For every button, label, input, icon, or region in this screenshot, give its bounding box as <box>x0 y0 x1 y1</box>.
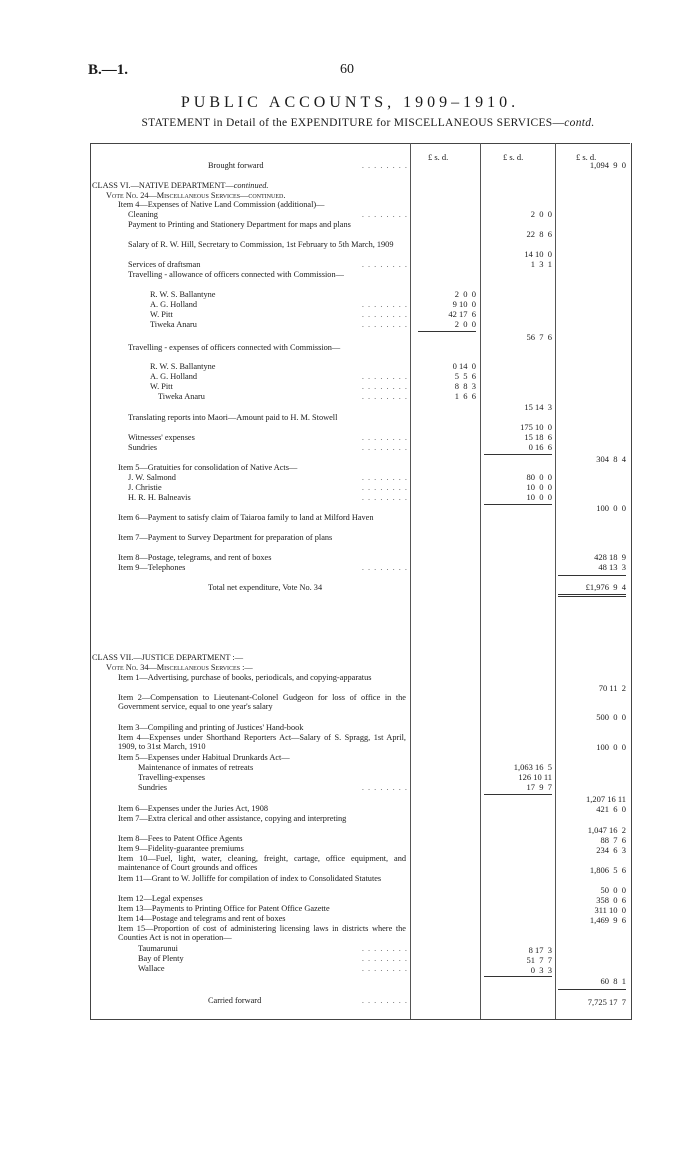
i5-amount-0: 80 0 0 <box>526 472 552 482</box>
c7-item1-amount: 70 11 2 <box>598 683 626 693</box>
c7-item9-amount: 234 6 3 <box>596 845 626 855</box>
c7-item13-label: Item 13—Payments to Printing Office for Patent Office Gazette <box>118 904 330 913</box>
translating-row: Translating reports into Maori—Amount paid to H. M. Stowell <box>128 413 338 422</box>
c7-i15-name-0: Taumarunui <box>138 944 178 953</box>
c7-item3-label: Item 3—Compiling and printing of Justices' Hand-book <box>118 723 304 732</box>
cleaning-label: Cleaning <box>128 210 158 219</box>
c7-i5-amount-2: 17 9 7 <box>526 782 552 792</box>
subtotal-rule <box>484 504 552 505</box>
witnesses-label: Witnesses' expenses <box>128 433 195 442</box>
brought-forward-label: Brought forward <box>208 161 264 170</box>
col3-header: £ s. d. <box>576 152 597 162</box>
i5-name-0: J. W. Salmond <box>128 473 176 482</box>
printing-amount: 22 8 6 <box>526 229 552 239</box>
subtotal-rule <box>484 976 552 977</box>
dot-leader: . . . . . . . . <box>361 210 408 219</box>
carried-forward-amount: 7,725 17 7 <box>587 997 626 1007</box>
dot-leader: . . . . . . . . <box>361 563 408 572</box>
subtotal-rule <box>484 794 552 795</box>
brought-forward-amount: 1,094 9 0 <box>589 160 626 170</box>
c7-item1-row: Item 1—Advertising, purchase of books, periodicals, and copying-apparatus <box>118 673 372 682</box>
te-amount-1: 5 5 6 <box>454 371 476 381</box>
column-divider-2 <box>480 143 481 1019</box>
te-amount-0: 0 14 0 <box>452 361 476 371</box>
class7-heading-text: CLASS VII.—JUSTICE DEPARTMENT :— <box>92 653 244 662</box>
te-amount-3: 1 6 6 <box>454 391 476 401</box>
c7-i5-name-2: Sundries <box>138 783 168 792</box>
subtitle-contd: contd. <box>564 117 595 129</box>
item8-label: Item 8—Postage, telegrams, and rent of boxes <box>118 553 272 562</box>
class6-item5-title-text: Item 5—Gratuities for consolidation of Native Acts— <box>118 463 298 472</box>
dot-leader: . . . . . . . . <box>361 260 408 269</box>
c7-item2-amount: 500 0 0 <box>596 712 626 722</box>
dot-leader: . . . . . . . . <box>361 161 408 170</box>
c7-item11-amount: 50 0 0 <box>600 885 626 895</box>
c7-item14-amount: 1,469 9 6 <box>589 915 626 925</box>
c7-item2-row: Item 2—Compensation to Lieutenant-Colonel Gudgeon for loss of office in the Government service, equal to one year's salary <box>118 693 406 712</box>
c7-item10-amount: 1,806 5 6 <box>589 865 626 875</box>
c7-i5-amount-0: 1,063 16 5 <box>513 762 552 772</box>
draftsman-label: Services of draftsman <box>128 260 201 269</box>
c7-item12-amount: 358 0 6 <box>596 895 626 905</box>
page-title: PUBLIC ACCOUNTS, 1909–1910. <box>180 94 520 111</box>
dot-leader: . . . . . . . . <box>361 433 408 442</box>
dot-leader: . . . . . . . . <box>361 473 408 482</box>
class6-heading-text: CLASS VI.—NATIVE DEPARTMENT— <box>92 181 234 190</box>
c7-item4-row: Item 4—Expenses under Shorthand Reporters Act—Salary of S. Spragg, 1st April, 1909, to 31st March, 1910 <box>118 733 406 752</box>
c7-item15-title: Item 15—Proportion of cost of administering licensing laws in districts where the Counties Act is not in operation— <box>118 924 406 943</box>
page-subtitle <box>88 117 648 129</box>
item9-amount: 48 13 3 <box>598 562 626 572</box>
salary-amount: 14 10 0 <box>524 249 552 259</box>
te-name-0: R. W. S. Ballantyne <box>150 362 216 371</box>
item8-amount: 428 18 9 <box>594 552 626 562</box>
salary-row: Salary of R. W. Hill, Secretary to Commission, 1st February to 5th March, 1909 <box>128 240 394 249</box>
te-name-1: A. G. Holland <box>150 372 198 381</box>
c7-item11-row: Item 11—Grant to W. Jolliffe for compilation of index to Consolidated Statutes <box>118 874 382 883</box>
page-reference: B.—1. <box>88 62 129 78</box>
item7-row: Item 7—Payment to Survey Department for preparation of plans <box>118 533 333 542</box>
ta-total: 56 7 6 <box>526 332 552 342</box>
i5-name-1: J. Christie <box>128 483 162 492</box>
c7-item8-amount: 88 7 6 <box>600 835 626 845</box>
total-rule <box>558 575 626 576</box>
te-name-2: W. Pitt <box>150 382 173 391</box>
c7-item4-amount: 100 0 0 <box>596 742 626 752</box>
c7-i15-amount-0: 8 17 3 <box>528 945 552 955</box>
c7-item8-label: Item 8—Fees to Patent Office Agents <box>118 834 243 843</box>
subtitle-text: STATEMENT in Detail of the EXPENDITURE for MISCELLANEOUS SERVICES— <box>141 117 565 129</box>
c7-item7-amount: 1,047 16 2 <box>587 825 626 835</box>
c7-i5-amount-1: 126 10 11 <box>518 772 552 782</box>
dot-leader: . . . . . . . . <box>361 483 408 492</box>
class6-vote-text: Vote No. 24—Miscellaneous Services—continued. <box>106 191 286 200</box>
ta-amount-1: 9 10 0 <box>452 299 476 309</box>
dot-leader: . . . . . . . . <box>361 964 408 973</box>
class6-total-label: Total net expenditure, Vote No. 34 <box>208 583 323 592</box>
ta-name-0: R. W. S. Ballantyne <box>150 290 216 299</box>
c7-i15-name-1: Bay of Plenty <box>138 954 184 963</box>
c7-item14-label: Item 14—Postage and telegrams and rent of boxes <box>118 914 286 923</box>
c7-item9-label: Item 9—Fidelity-guarantee premiums <box>118 844 244 853</box>
c7-item6-label: Item 6—Expenses under the Juries Act, 1908 <box>118 804 269 813</box>
i5-name-2: H. R. H. Balneavis <box>128 493 191 502</box>
subtotal-rule <box>418 331 476 332</box>
class7-vote-text: Vote No. 34—Miscellaneous Services :— <box>106 663 253 672</box>
dot-leader: . . . . . . . . <box>361 372 408 381</box>
cleaning-amount: 2 0 0 <box>530 209 552 219</box>
c7-i15-name-2: Wallace <box>138 964 165 973</box>
translating-amount: 175 10 0 <box>520 422 552 432</box>
c7-item6-amount: 421 6 0 <box>596 804 626 814</box>
item5-total: 100 0 0 <box>596 503 626 513</box>
total-rule <box>558 989 626 990</box>
c7-item7-row: Item 7—Extra clerical and other assistance, copying and interpreting <box>118 814 347 823</box>
ta-name-3: Tiweka Anaru <box>150 320 197 329</box>
item4-total: 304 8 4 <box>596 454 626 464</box>
class6-total-amount: £1,976 9 4 <box>585 582 626 592</box>
c7-i15-amount-1: 51 7 7 <box>526 955 552 965</box>
dot-leader: . . . . . . . . <box>361 310 408 319</box>
column-divider-1 <box>410 143 411 1019</box>
ta-amount-3: 2 0 0 <box>454 319 476 329</box>
dot-leader: . . . . . . . . <box>361 443 408 452</box>
col2-header: £ s. d. <box>503 152 524 162</box>
sundries-amount: 0 16 6 <box>528 442 552 452</box>
travel-allowance-title: Travelling - allowance of officers connected with Commission— <box>128 270 344 279</box>
dot-leader: . . . . . . . . <box>361 493 408 502</box>
draftsman-amount: 1 3 1 <box>530 259 552 269</box>
printing-row: Payment to Printing and Stationery Department for maps and plans <box>128 220 351 229</box>
item6-row: Item 6—Payment to satisfy claim of Taiaroa family to land at Milford Haven <box>118 513 374 522</box>
travel-expenses-title: Travelling - expenses of officers connected with Commission— <box>128 343 341 352</box>
c7-item5-title-text: Item 5—Expenses under Habitual Drunkards Act— <box>118 753 290 762</box>
c7-item5-total: 1,207 16 11 <box>585 794 626 804</box>
te-name-3: Tiweka Anaru <box>158 392 205 401</box>
subtotal-rule <box>484 454 552 455</box>
sundries-label: Sundries <box>128 443 158 452</box>
c7-i15-amount-2: 0 3 3 <box>530 965 552 975</box>
carried-forward-label: Carried forward <box>208 996 262 1005</box>
class6-heading-contd: continued. <box>233 181 269 190</box>
dot-leader: . . . . . . . . <box>361 320 408 329</box>
ta-name-2: W. Pitt <box>150 310 173 319</box>
c7-i5-name-1: Travelling-expenses <box>138 773 205 782</box>
col1-header: £ s. d. <box>428 152 449 162</box>
ta-name-1: A. G. Holland <box>150 300 198 309</box>
ta-amount-0: 2 0 0 <box>454 289 476 299</box>
te-total: 15 14 3 <box>524 402 552 412</box>
c7-i5-name-0: Maintenance of inmates of retreats <box>138 763 254 772</box>
dot-leader: . . . . . . . . <box>361 300 408 309</box>
double-rule <box>558 594 626 597</box>
table-top-rule <box>90 143 630 144</box>
c7-item15-total: 60 8 1 <box>600 976 626 986</box>
dot-leader: . . . . . . . . <box>361 783 408 792</box>
te-amount-2: 8 8 3 <box>454 381 476 391</box>
dot-leader: . . . . . . . . <box>361 944 408 953</box>
dot-leader: . . . . . . . . <box>361 382 408 391</box>
dot-leader: . . . . . . . . <box>361 996 408 1005</box>
class6-item4-title-text: Item 4—Expenses of Native Land Commission (additional)— <box>118 200 325 209</box>
dot-leader: . . . . . . . . <box>361 954 408 963</box>
c7-item10-row: Item 10—Fuel, light, water, cleaning, freight, cartage, office equipment, and maintenance of Court grounds and offices <box>118 854 406 873</box>
i5-amount-2: 10 0 0 <box>526 492 552 502</box>
i5-amount-1: 10 0 0 <box>526 482 552 492</box>
witnesses-amount: 15 18 6 <box>524 432 552 442</box>
c7-item13-amount: 311 10 0 <box>594 905 626 915</box>
ta-amount-2: 42 17 6 <box>448 309 476 319</box>
page-number: 60 <box>340 62 354 77</box>
dot-leader: . . . . . . . . <box>361 392 408 401</box>
item9-label: Item 9—Telephones <box>118 563 186 572</box>
c7-item12-label: Item 12—Legal expenses <box>118 894 203 903</box>
